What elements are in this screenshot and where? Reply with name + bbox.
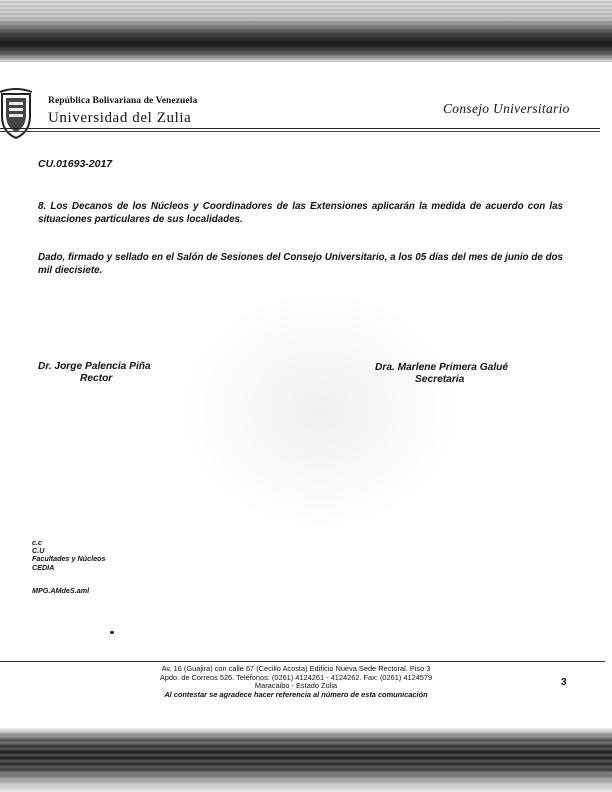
- document-reference: CU.01693-2017: [38, 158, 113, 170]
- cc-label: c.c: [32, 538, 42, 547]
- page-number: 3: [561, 677, 567, 688]
- header-council: Consejo Universitario: [443, 101, 570, 116]
- paragraph-8: 8. Los Decanos de los Núcleos y Coordinadores de las Extensiones aplicarán la medida de acuerdo con las situaciones particulares de sus localidades.: [38, 201, 563, 225]
- footer-line-4: Al contestar se agradece hacer referencia al número de esta comunicación: [164, 689, 428, 699]
- footer-line-3: Maracaibo - Estado Zulia: [254, 681, 338, 691]
- header-university: Universidad del Zulia: [48, 110, 192, 126]
- footer-address: [98, 665, 494, 699]
- secretary-name: Dra. Marlene Primera Galué: [375, 362, 509, 373]
- header-republic: República Bolivariana de Venezuela: [48, 96, 198, 106]
- header-divider-2: [0, 131, 600, 132]
- signature-secretary: [375, 362, 555, 386]
- scan-bottom-edge: [0, 728, 612, 792]
- scan-speck: [110, 631, 114, 634]
- closing-paragraph: Dado, firmado y sellado en el Salón de Sesiones del Consejo Universitario, a los 05 días del mes de junio de dos mil diecisiete.: [38, 252, 563, 276]
- cc-cedia: CEDIA: [32, 562, 55, 572]
- signature-rector: [38, 361, 188, 385]
- scan-smudge: [180, 290, 460, 530]
- cc-faculties: Facultades y Núcleos: [32, 554, 106, 564]
- typist-initials: MPG.AMdeS.aml: [32, 586, 90, 595]
- footer-line-2: Apdo. de Correos 526. Teléfonos: (0261) 4124261 - 4124262. Fax: (0261) 4124579: [159, 672, 433, 682]
- footer-line-1: Av. 16 (Guajira) con calle 67 (Cecilio Acosta) Edificio Nueva Sede Rectoral. Piso 3: [161, 664, 431, 673]
- distribution-list: [32, 539, 106, 572]
- rector-title: Rector: [80, 373, 113, 384]
- scan-top-edge: [0, 0, 612, 62]
- rector-name: Dr. Jorge Palencia Piña: [38, 361, 151, 372]
- footer-divider: [0, 661, 605, 662]
- university-crest-icon: [0, 88, 36, 140]
- secretary-title: Secretaria: [415, 374, 465, 385]
- header-divider: [0, 128, 600, 129]
- cc-cu: C.U: [32, 546, 45, 556]
